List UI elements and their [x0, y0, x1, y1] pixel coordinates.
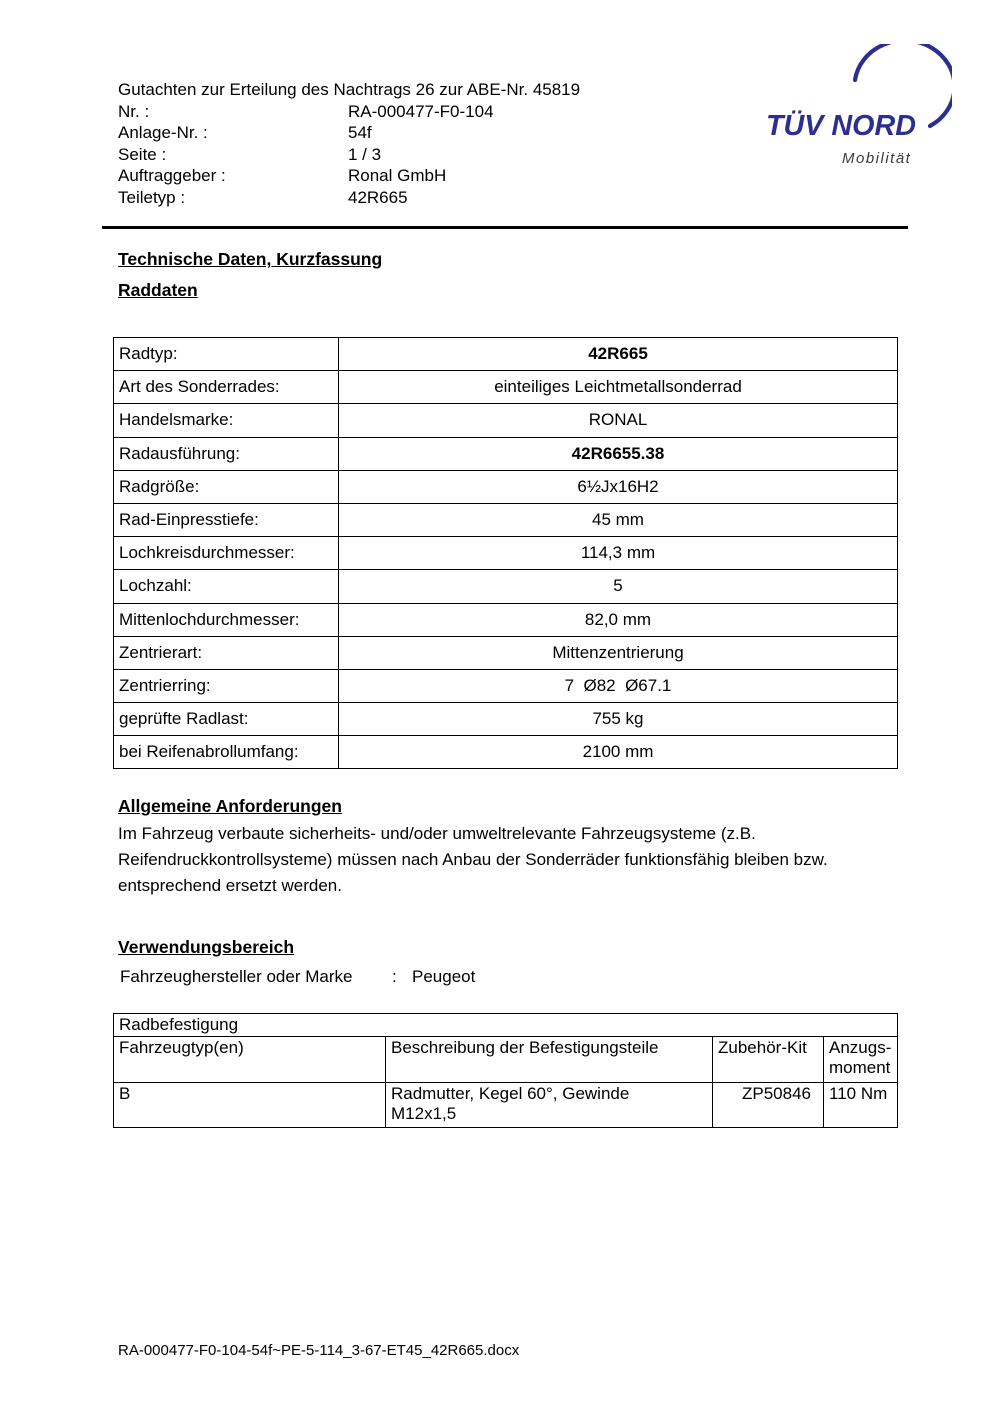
header-field-value: 54f	[348, 123, 372, 142]
table-row	[114, 570, 898, 603]
footer-filename: RA-000477-F0-104-54f~PE-5-114_3-67-ET45_42R665.docx	[118, 1342, 520, 1359]
header-field-label: Seite :	[118, 144, 167, 164]
table-row	[114, 537, 898, 570]
cell-fahrzeugtyp: B	[114, 1083, 386, 1128]
logo-tagline-text: Mobilität	[842, 150, 912, 167]
raddaten-value-cell: einteiliges Leichtmetallsonderrad	[339, 371, 898, 404]
table-row	[114, 703, 898, 736]
radbefestigung-table	[113, 1013, 898, 1128]
raddaten-label-cell: Art des Sonderrades:	[114, 371, 339, 404]
radbefestigung-title-cell: Radbefestigung	[114, 1014, 898, 1037]
cell-zubehoer-kit: ZP50846	[713, 1083, 824, 1128]
header-field-value: RA-000477-F0-104	[348, 101, 494, 121]
section-heading-allgemeine-anforderungen: Allgemeine Anforderungen	[118, 796, 342, 816]
section-heading-technische-daten: Technische Daten, Kurzfassung	[118, 249, 383, 269]
raddaten-label-cell: Handelsmarke:	[114, 404, 339, 437]
logo-brand-text: TÜV NORD	[766, 110, 918, 142]
raddaten-value-cell: 42R6655.38	[339, 437, 898, 470]
header-field-nr	[118, 101, 580, 123]
raddaten-label-cell: Lochkreisdurchmesser:	[114, 537, 339, 570]
header-cell-beschreibung: Beschreibung der Befestigungsteile	[386, 1037, 713, 1083]
cell-beschreibung: Radmutter, Kegel 60°, Gewinde M12x1,5	[386, 1083, 713, 1128]
table-row	[114, 371, 898, 404]
raddaten-label-cell: geprüfte Radlast:	[114, 703, 339, 736]
fahrzeughersteller-value: Peugeot	[412, 967, 476, 986]
header-cell-zubehoer-kit: Zubehör-Kit	[713, 1037, 824, 1083]
document-header	[118, 79, 580, 208]
raddaten-value-cell: 6½Jx16H2	[339, 470, 898, 503]
raddaten-value-cell: 42R665	[339, 338, 898, 371]
header-field-label: Teiletyp :	[118, 187, 186, 207]
table-row	[114, 338, 898, 371]
table-row	[114, 437, 898, 470]
table-row	[114, 404, 898, 437]
raddaten-value-cell: 2100 mm	[339, 736, 898, 769]
section-heading-raddaten: Raddaten	[118, 280, 198, 300]
table-row	[114, 503, 898, 536]
header-field-auftraggeber	[118, 165, 580, 187]
header-cell-anzugsmoment: Anzugs-moment	[824, 1037, 898, 1083]
raddaten-label-cell: bei Reifenabrollumfang:	[114, 736, 339, 769]
raddaten-value-cell: 7 Ø82 Ø67.1	[339, 669, 898, 702]
raddaten-label-cell: Mittenlochdurchmesser:	[114, 603, 339, 636]
paragraph-line: Reifendruckkontrollsysteme) müssen nach Anbau der Sonderräder funktionsfähig bleiben bzw.	[118, 850, 828, 869]
raddaten-label-cell: Lochzahl:	[114, 570, 339, 603]
section-heading-verwendungsbereich: Verwendungsbereich	[118, 937, 295, 957]
table-row	[114, 603, 898, 636]
header-field-anlage-nr	[118, 122, 580, 144]
paragraph-line: entsprechend ersetzt werden.	[118, 876, 342, 895]
raddaten-label-cell: Rad-Einpresstiefe:	[114, 503, 339, 536]
raddaten-value-cell: 5	[339, 570, 898, 603]
header-field-label: Auftraggeber :	[118, 166, 226, 185]
header-field-teiletyp	[118, 187, 580, 209]
raddaten-label-cell: Zentrierring:	[114, 669, 339, 702]
raddaten-value-cell: 114,3 mm	[339, 537, 898, 570]
table-row	[114, 736, 898, 769]
header-field-value: 42R665	[348, 187, 408, 207]
fahrzeughersteller-colon: :	[392, 967, 397, 986]
raddaten-value-cell: Mittenzentrierung	[339, 636, 898, 669]
raddaten-table	[113, 337, 898, 769]
tuv-nord-logo	[752, 44, 952, 176]
raddaten-value-cell: 45 mm	[339, 503, 898, 536]
header-field-label: Nr. :	[118, 101, 150, 121]
header-divider	[102, 226, 908, 229]
header-field-seite	[118, 144, 580, 166]
fahrzeughersteller-label: Fahrzeughersteller oder Marke	[120, 967, 353, 986]
table-row	[114, 636, 898, 669]
header-field-value: Ronal GmbH	[348, 166, 447, 185]
raddaten-label-cell: Radgröße:	[114, 470, 339, 503]
paragraph-line: Im Fahrzeug verbaute sicherheits- und/oder umweltrelevante Fahrzeugsysteme (z.B.	[118, 824, 756, 843]
table-row	[114, 669, 898, 702]
table-row	[114, 1014, 898, 1037]
raddaten-label-cell: Radausführung:	[114, 437, 339, 470]
raddaten-label-cell: Zentrierart:	[114, 636, 339, 669]
table-row	[114, 1083, 898, 1128]
raddaten-value-cell: 82,0 mm	[339, 603, 898, 636]
fahrzeughersteller-line	[120, 967, 475, 987]
document-title: Gutachten zur Erteilung des Nachtrags 26 zur ABE-Nr. 45819	[118, 80, 581, 99]
table-header-row	[114, 1037, 898, 1083]
raddaten-value-cell: 755 kg	[339, 703, 898, 736]
header-cell-fahrzeugtyp: Fahrzeugtyp(en)	[114, 1037, 386, 1083]
raddaten-label-cell: Radtyp:	[114, 338, 339, 371]
cell-anzugsmoment: 110 Nm	[824, 1083, 898, 1128]
logo-graphic	[752, 44, 952, 176]
header-field-label: Anlage-Nr. :	[118, 123, 208, 142]
header-field-value: 1 / 3	[348, 144, 382, 164]
table-row	[114, 470, 898, 503]
allgemeine-anforderungen-paragraph	[118, 821, 918, 899]
raddaten-value-cell: RONAL	[339, 404, 898, 437]
